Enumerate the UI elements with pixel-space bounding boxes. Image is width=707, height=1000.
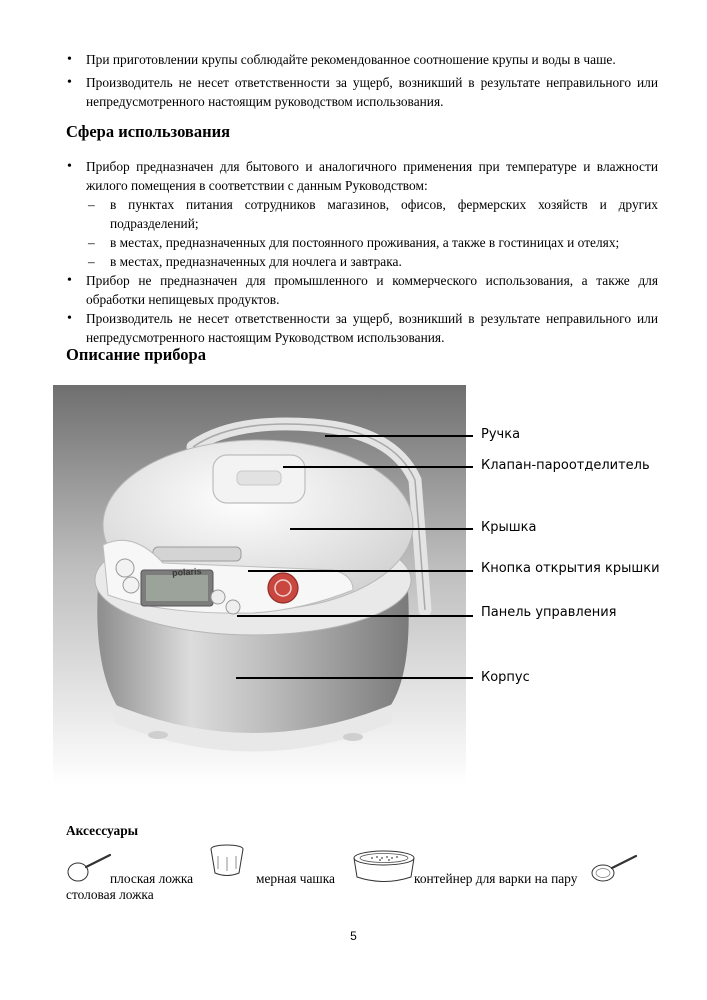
- leader-line: [290, 528, 473, 530]
- table-spoon-label: столовая ложка: [66, 887, 154, 902]
- list-item: • Прибор предназначен для бытового и аналогичного применения при температуре и влажности жилого помещения в соответствии с данным Руководством:: [66, 157, 658, 195]
- list-item: – в местах, предназначенных для ночлега и завтрака.: [66, 252, 658, 271]
- steamer-container-icon: [352, 849, 416, 885]
- scope-heading: Сфера использования: [66, 122, 231, 141]
- leader-line: [248, 570, 473, 572]
- callout-lid: Крышка: [481, 520, 537, 535]
- scope-list: [66, 157, 658, 347]
- steamer-container-label: контейнер для варки на пару: [414, 871, 578, 886]
- table-spoon-icon: [590, 851, 638, 885]
- leader-line: [283, 466, 473, 468]
- leader-line: [236, 677, 473, 679]
- callout-handle: Ручка: [481, 427, 521, 442]
- leader-line: [325, 435, 473, 437]
- list-item: – в пунктах питания сотрудников магазинов, офисов, фермерских хозяйств и других подразделений;: [66, 195, 658, 233]
- list-item: • Производитель не несет ответственности за ущерб, возникший в результате неправильного или непредусмотренного настоящим руководством использования.: [66, 73, 658, 111]
- multicooker-image: [53, 385, 466, 785]
- description-heading: Описание прибора: [66, 345, 206, 364]
- accessories-heading: Аксессуары: [66, 823, 139, 838]
- measuring-cup-icon: [208, 843, 246, 879]
- list-item: • Прибор не предназначен для промышленного и коммерческого использования, а также для обработки непищевых продуктов.: [66, 271, 658, 309]
- intro-list: [66, 50, 658, 111]
- callout-steam-valve: Клапан-пароотделитель: [481, 458, 650, 473]
- brand-logo: polaris: [171, 565, 202, 579]
- flat-spoon-label: плоская ложка: [110, 871, 194, 886]
- list-item: • Производитель не несет ответственности за ущерб, возникший в результате неправильного или непредусмотренного настоящим Руководством использования.: [66, 309, 658, 347]
- page-number: 5: [350, 929, 357, 943]
- callout-lid-button: Кнопка открытия крышки: [481, 561, 660, 576]
- callout-body: Корпус: [481, 670, 530, 685]
- leader-line: [237, 615, 473, 617]
- list-item: • При приготовлении крупы соблюдайте рекомендованное соотношение крупы и воды в чаше.: [66, 50, 658, 69]
- measuring-cup-label: мерная чашка: [256, 871, 335, 886]
- list-item: – в местах, предназначенных для постоянного проживания, а также в гостиницах и отелях;: [66, 233, 658, 252]
- flat-spoon-icon: [66, 852, 112, 884]
- callout-control-panel: Панель управления: [481, 605, 617, 620]
